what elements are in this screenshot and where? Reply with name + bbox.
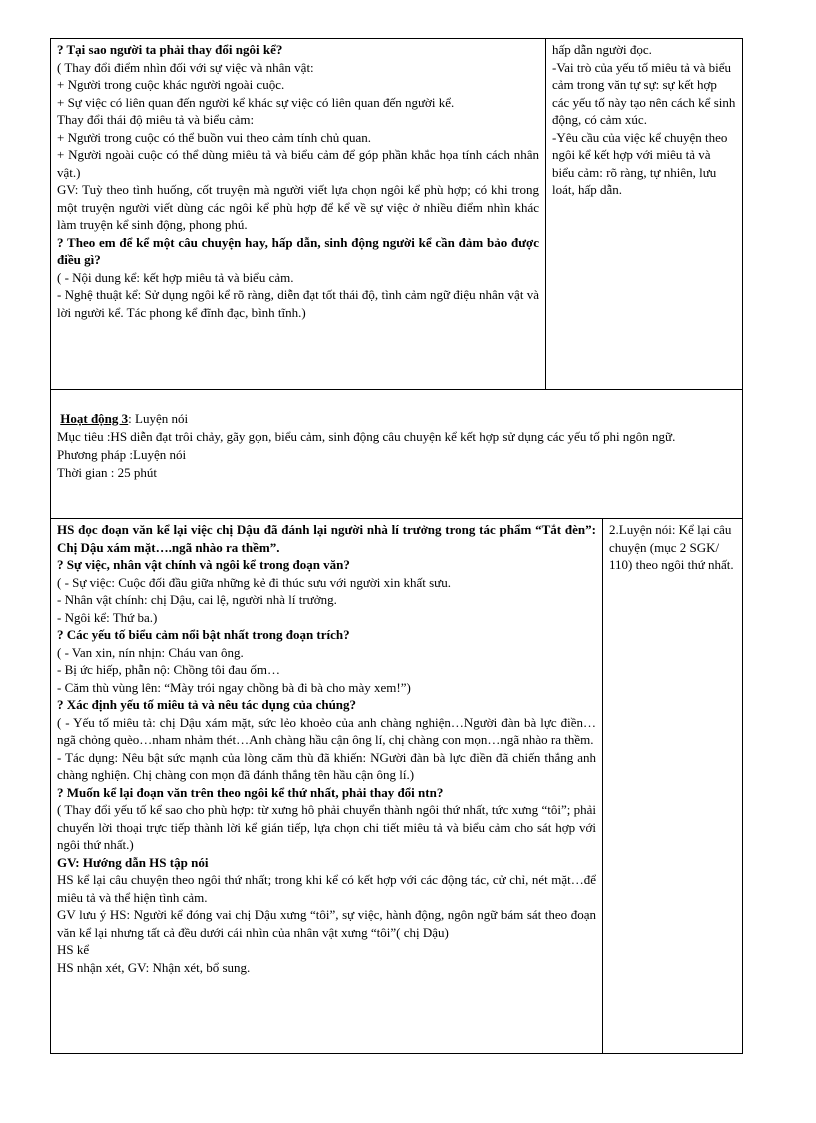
question-line: ? Sự việc, nhân vật chính và ngôi kể trong đoạn văn? [57, 557, 350, 572]
text-line: 2.Luyện nói: Kể lại câu chuyện (mục 2 SGK/ 110) theo ngôi thứ nhất. [609, 522, 734, 572]
activity-3-title-rest: : Luyện nói [128, 411, 189, 426]
top-right-cell [546, 39, 742, 199]
activity-3-heading [57, 410, 736, 428]
question-line: HS đọc đoạn văn kể lại việc chị Dậu đã đánh lại người nhà lí trưởng trong tác phẩm “Tắt đèn”: Chị Dậu xám mặt….ngã nhào ra thềm”. [57, 522, 596, 555]
activity-3-block [50, 389, 743, 519]
text-line: + Người ngoài cuộc có thể dùng miêu tả và biểu cảm để góp phần khắc họa tính cách nhân vật.) [57, 147, 539, 180]
question-line: ? Tại sao người ta phải thay đổi ngôi kể? [57, 42, 283, 57]
text-line: - Nghệ thuật kể: Sử dụng ngôi kể rõ ràng, diễn đạt tốt thái độ, tình cảm ngữ điệu nhân vật và lời người kể. Tác phong kể đĩnh đạc, bình tĩnh.) [57, 287, 539, 320]
top-table [50, 38, 743, 390]
text-line: ( - Nội dung kể: kết hợp miêu tả và biểu cảm. [57, 269, 294, 285]
question-line: ? Theo em để kể một câu chuyện hay, hấp dẫn, sinh động người kể cần đảm bảo được điều gì? [57, 234, 539, 267]
text-line: - Nhân vật chính: chị Dậu, cai lệ, người nhà lí trưởng. [57, 592, 337, 607]
text-line: - Bị ức hiếp, phẫn nộ: Chồng tôi đau ốm… [57, 662, 280, 677]
text-line: - Tác dụng: Nêu bật sức mạnh của lòng căm thù đã khiến: NGười đàn bà lực điền đã chiến thắng anh chàng nghiện. Chị chàng con mọn đã đánh thắng tên hầu cận ông lí.) [57, 749, 596, 782]
text-line: HS kể lại câu chuyện theo ngôi thứ nhất; trong khi kể có kết hợp với các động tác, cử chỉ, nét mặt…để miêu tả và thể hiện tình cảm. [57, 872, 596, 905]
question-line: GV: Hướng dẫn HS tập nói [57, 854, 209, 870]
activity-3-time: Thời gian : 25 phút [57, 465, 158, 480]
column-divider [602, 519, 603, 1053]
text-line: -Vai trò của yếu tố miêu tả và biểu cảm trong văn tự sự: sự kết hợp các yếu tố này tạo nên cách kể sinh động, có cảm xúc. [552, 59, 736, 127]
text-line: ( Thay đổi yếu tố kể sao cho phù hợp: từ xưng hô phải chuyển thành ngôi thứ nhất, tức xưng “tôi”; phải chuyển lời thoại trực tiếp thành lời kể gián tiếp, lựa chọn chi tiết miêu tả và biểu cảm cho sát hợp với ngôi thứ nhất.) [57, 802, 596, 852]
text-line: ( - Van xin, nín nhịn: Cháu van ông. [57, 644, 244, 660]
question-line: ? Xác định yếu tố miêu tả và nêu tác dụng của chúng? [57, 697, 357, 712]
text-line: + Người trong cuộc khác người ngoài cuộc. [57, 77, 285, 92]
text-line: GV lưu ý HS: Người kể đóng vai chị Dậu xưng “tôi”, sự việc, hành động, ngôn ngữ bám sát theo đoạn văn kể lại nhưng tất cả đều dưới cái nhìn của nhân vật xưng “tôi”( chị Dậu) [57, 907, 596, 940]
text-line: HS kể [57, 942, 90, 957]
text-line: ( - Yếu tố miêu tả: chị Dậu xám mặt, sức lẻo khoẻo của anh chàng nghiện…Người đàn bà lực điền…ngã chỏng quèo…nham nhảm thét…Anh chàng hầu cận ông lí, chị chàng con mọn…ngã nhào ra thềm. [57, 714, 596, 747]
text-line: hấp dẫn người đọc. [552, 42, 652, 57]
text-line: -Yêu cầu của việc kể chuyện theo ngôi kể kết hợp với miêu tả và biểu cảm: rõ ràng, tự nhiên, lưu loát, hấp dẫn. [552, 129, 728, 197]
text-line: ( Thay đổi điểm nhìn đối với sự việc và nhân vật: [57, 59, 314, 75]
text-line: ( - Sự việc: Cuộc đối đầu giữa những kẻ đi thúc sưu với người xin khất sưu. [57, 574, 451, 590]
question-line: ? Muốn kể lại đoạn văn trên theo ngôi kể thứ nhất, phải thay đổi ntn? [57, 784, 444, 800]
text-line: Thay đổi thái độ miêu tả và biểu cảm: [57, 112, 255, 127]
activity-3-content [51, 408, 742, 482]
activity-3-title: Hoạt động 3 [60, 411, 129, 426]
bottom-right-cell [603, 519, 742, 574]
top-left-cell [51, 39, 545, 321]
activity-3-goal: Mục tiêu :HS diễn đạt trôi chảy, gãy gọn, biểu cảm, sinh động câu chuyện kể kết hợp sử dụng các yếu tố phi ngôn ngữ. [57, 429, 676, 444]
text-line: HS nhận xét, GV: Nhận xét, bổ sung. [57, 959, 251, 975]
question-line: ? Các yếu tố biểu cảm nổi bật nhất trong đoạn trích? [57, 627, 350, 642]
activity-3-method: Phương pháp :Luyện nói [57, 447, 187, 462]
text-line: - Ngôi kể: Thứ ba.) [57, 609, 158, 625]
text-line: - Căm thù vùng lên: “Mày trói ngay chồng bà đi bà cho mày xem!”) [57, 679, 411, 695]
bottom-table [50, 518, 743, 1054]
text-line: + Người trong cuộc có thể buồn vui theo cảm tính chủ quan. [57, 129, 372, 145]
text-line: + Sự việc có liên quan đến người kể khác sự việc có liên quan đến người kể. [57, 94, 455, 110]
text-line: GV: Tuỳ theo tình huống, cốt truyện mà người viết lựa chọn ngôi kể phù hợp; có khi trong một truyện người viết dùng các ngôi kể phù hợp để kể về sự việc ở nhiều điểm nhìn khác làm truyện kể sinh động, phong phú. [57, 182, 539, 232]
bottom-left-cell [51, 519, 602, 976]
